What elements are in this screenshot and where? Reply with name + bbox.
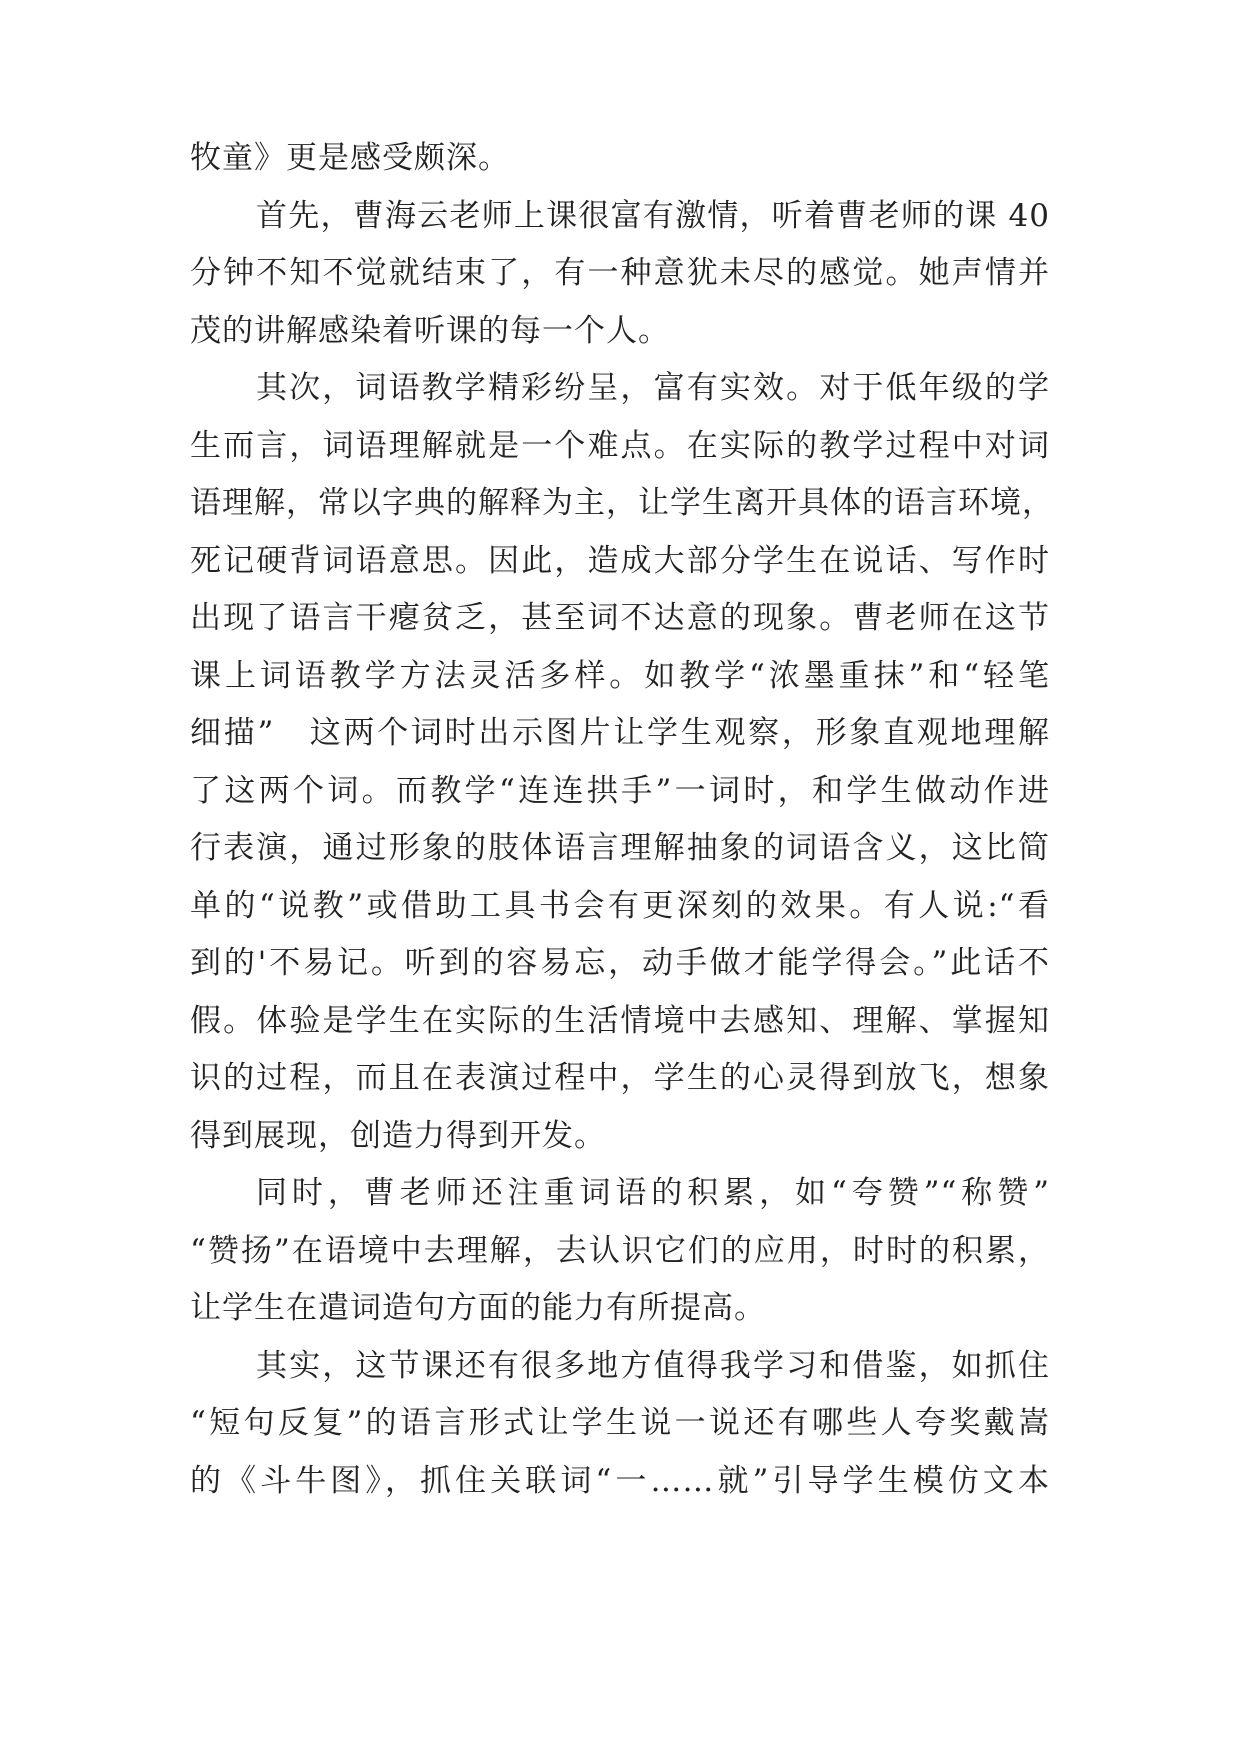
text-line: 的《斗牛图》，抓住关联词“一……就”引导学生模仿文本 [190,1462,1050,1499]
text-line: 语理解，常以字典的解释为主，让学生离开具体的语言环境， [190,485,1054,521]
text-line: 出现了语言干瘪贫乏，甚至词不达意的现象。曹老师在这节 [190,600,1050,636]
paragraph [190,130,1050,188]
text-line: 死记硬背词语意思。因此，造成大部分学生在说话、写作时 [190,542,1050,579]
paragraph [190,360,1054,1165]
text-line: 课上词语教学方法灵活多样。如教学“浓墨重抹”和“轻笔 [190,657,1050,694]
text-line: 让学生在遣词造句方面的能力有所提高。 [190,1290,766,1326]
text-line: 到的'不易记。听到的容易忘，动手做才能学得会。”此话不 [190,945,1050,981]
text-line: 假。体验是学生在实际的生活情境中去感知、理解、掌握知 [190,1002,1050,1039]
text-line: 首先，曹海云老师上课很富有激情，听着曹老师的课 40 [256,197,1050,234]
text-line: “赞扬”在语境中去理解，去认识它们的应用，时时的积累， [190,1232,1050,1269]
text-line: 识的过程，而且在表演过程中，学生的心灵得到放飞，想象 [190,1060,1050,1096]
text-line: “短句反复”的语言形式让学生说一说还有哪些人夸奖戴嵩 [190,1405,1050,1441]
text-line: 茂的讲解感染着听课的每一个人。 [190,312,670,349]
text-line: 生而言，词语理解就是一个难点。在实际的教学过程中对词 [190,427,1050,464]
text-line: 其次，词语教学精彩纷呈，富有实效。对于低年级的学 [256,370,1050,406]
text-line: 得到展现，创造力得到开发。 [190,1117,606,1154]
text-line: 行表演，通过形象的肢体语言理解抽象的词语含义，这比简 [190,830,1050,866]
text-line: 分钟不知不觉就结束了，有一种意犹未尽的感觉。她声情并 [190,255,1050,291]
paragraph [190,188,1050,361]
paragraph [190,1338,1050,1511]
text-line: 同时，曹老师还注重词语的积累，如“夸赞”“称赞” [256,1175,1050,1211]
text-line: 牧童》更是感受颇深。 [190,140,510,176]
text-line: 其实，这节课还有很多地方值得我学习和借鉴，如抓住 [256,1347,1050,1384]
text-line: 单的“说教”或借助工具书会有更深刻的效果。有人说:“看 [190,887,1050,924]
paragraph [190,1165,1050,1338]
document-page [190,130,1054,1510]
text-line: 了这两个词。而教学“连连拱手”一词时，和学生做动作进 [190,772,1050,809]
text-line: 细描” 这两个词时出示图片让学生观察，形象直观地理解 [190,715,1050,751]
